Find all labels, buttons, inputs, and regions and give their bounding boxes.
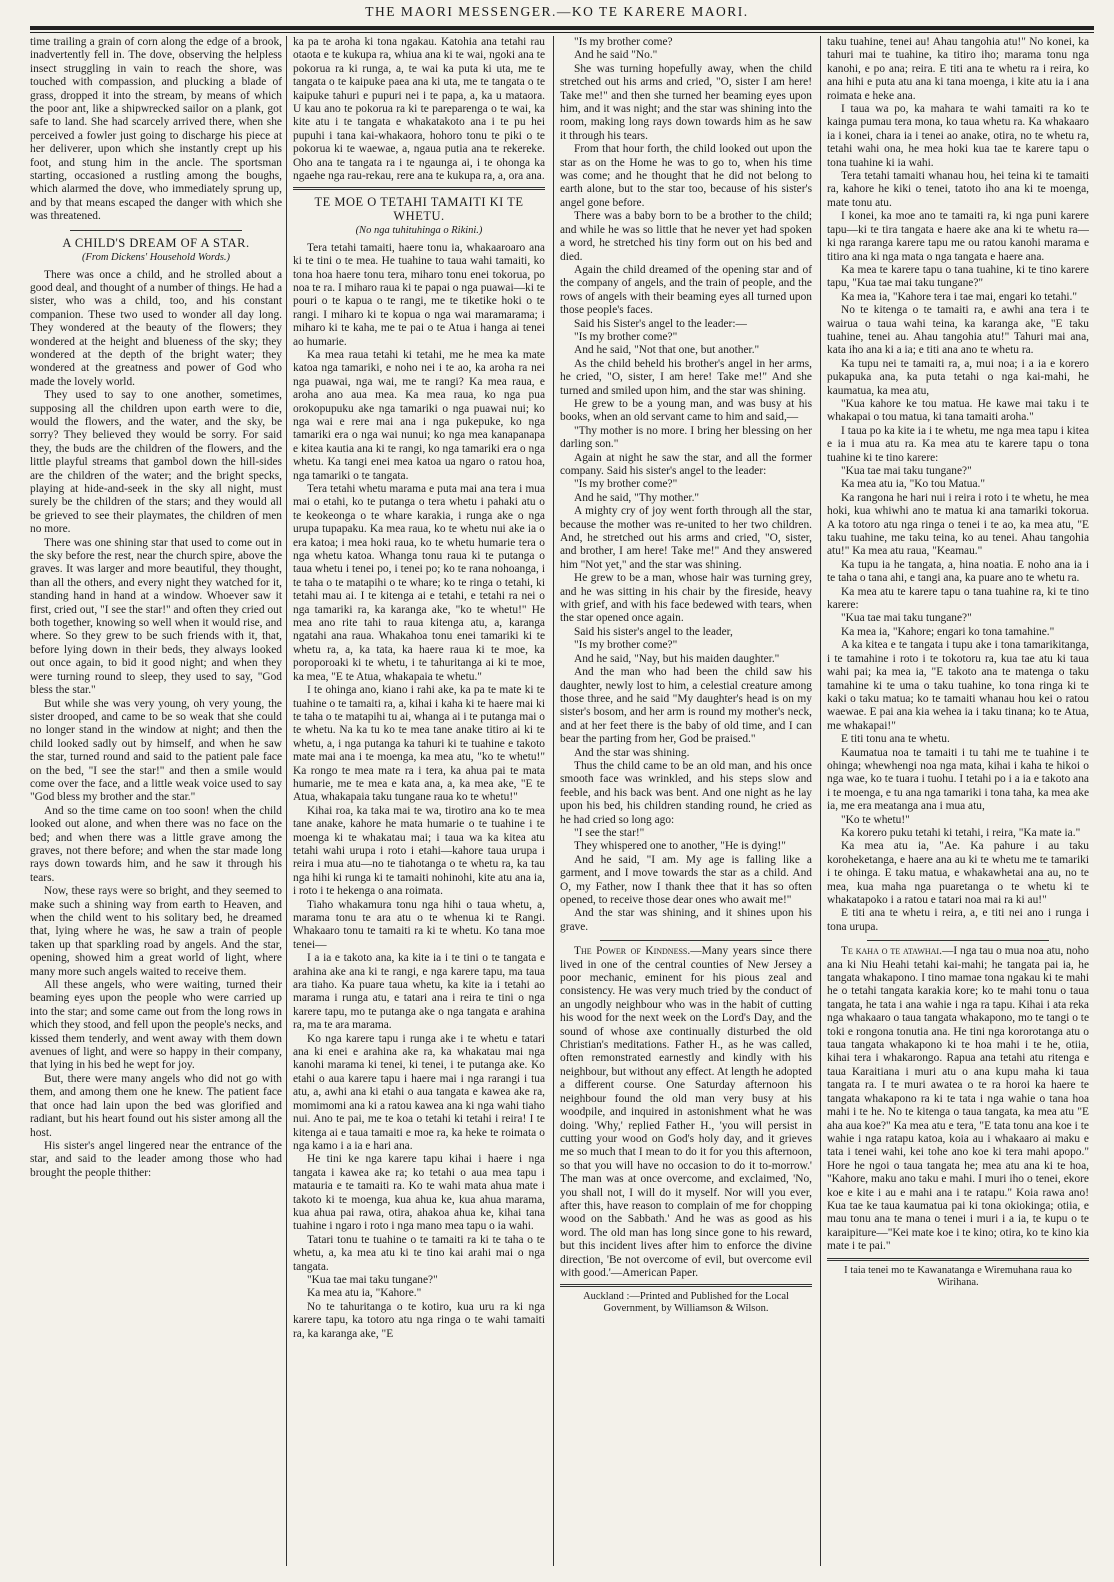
paragraph: I konei, ka moe ano te tamaiti ra, ki nga puni karere tapu—ki te tira tangata e haere ake ana ki te whetu ra—ki nga raranga karere tapu me ou ratou kanohi marama e titiro ana ki nga mata o nga tangata e haere ana. [827,210,1089,263]
column-3 [560,36,812,1566]
paragraph: Ko nga karere tapu i runga ake i te whetu e tatari ana ki enei e arahina ake ra, ka whakatau mai nga kanohi marama ki tenei, ki tenei, i te putanga ake. Ko etahi o aua karere tapu i haere mai i nga rarangi i tua atu, a, awhi ana ki etahi o aua tangata e kawea ake ra, momimomi ana ki a ratou kawea ana ki nga wahi tiaho nui. Ano te pai, me te koa o tetahi ki tetahi i reira! I te kitenga ai e taua tamaiti e moe ra, ka heke te roimata o nga kamo i a ia e hari ana. [293,1032,545,1152]
section-separator [70,230,242,231]
paragraph: And the man who had been the child saw his daughter, newly lost to him, a celestial creature among those three, and he said "My daughter's head is on my sister's bosom, and her arm is round my mother's neck, and at her feet there is the baby of old time, and I can bear the parting from her, God be praised." [560,666,812,746]
section-separator [600,940,772,941]
paragraph: There was one shining star that used to come out in the sky before the rest, near the church spire, above the graves. It was larger and more beautiful, they thought, than all the others, and every night they watched for it, standing hand in hand at a window. Whoever saw it first, cried out, "I see the star!" and often they cried out both together, knowing so well when it would rise, and where. So they grew to be such friends with it, that, before lying down in their beds, they always looked out once again, to bid it good night; and when they were turning round to sleep, they used to say, "God bless the star." [30,536,282,697]
article-title: TE MOE O TETAHI TAMAITI KI TE WHETU. [314,195,524,223]
paragraph: And he said "No." [574,49,658,62]
paragraph: From that hour forth, the child looked out upon the star as on the Home he was to go to, when his time was come; and he thought that he did not belong to earth alone, but to the star too, because of his sister's angel gone before. [560,143,812,209]
paragraph: I a ia e takoto ana, ka kite ia i te tini o te tangata e arahina ake ana ki te rangi, e nga karere tapu, ma taua ara tiaho. Ka puare taua whetu, ka kite ia i tetahi ao marama i runga atu, e tatari ana i reira te tini o nga karere tapu, mo te putanga ake o nga tangata e arahina ra, ma te ara marama. [293,952,545,1032]
paragraph: taku tuahine, tenei au! Ahau tangohia atu!" No konei, ka tahuri mai te tuahine, ka titiro iho; marama tonu nga kanohi, e po ana; reira. E titi ana te whetu ra i reira, ko ana hihi e puta atu ana ki tana moenga, i kite atu ia i ana roimata e heke ana. [827,36,1089,102]
paragraph-heading: The Power of Kindness. [574,945,691,958]
paragraph: A mighty cry of joy went forth through all the star, because the mother was re-united to her two children. And, he stretched out his arms and cried, "O, sister, and brother, I am here! Take me!" And they answered him "Not yet," and the star was shining. [560,505,812,571]
paragraph: "I see the star!" [574,826,645,839]
paragraph: E titi tonu ana te whetu. [841,733,950,746]
paragraph: "Is my brother come? [574,36,673,48]
paragraph: ka pa te aroha ki tona ngakau. Katohia ana tetahi rau otaota e te kukupa ra, whiua ana ki te wai, ngoki ana te pokorua ra ki runga, a, te wai ka puta ki uta, me te tangata o te kaipuke paea ana ki uta, me te tangata o te kaipuke tahuri e pupuri nei i te papa, a, ka u mataora. U kau ano te pokorua ra ki te pareparenga o te wai, ka kite atu i te tangata e whakatakoto ana i te pu hei pupuhi i tana kai-whakaora, hohoro tonu te piki o te pokorua ki te waewae, a, ngaua putia ana te rekereke. Oho ana te tangata ra i te ngaunga ai, i te ohonga ka ngaehe nga rau-rekau, rere ana te kukupa ra, a, ora ana. [293,36,545,183]
paragraph: And he said, "Nay, but his maiden daughter." [574,652,780,665]
paragraph: "Kua kahore ke tou matua. He kawe mai taku i te whakapai o tou matua, ki tana tamaiti aroha." [827,397,1089,424]
paragraph: And he said, "Not that one, but another." [574,344,760,357]
paragraph: time trailing a grain of corn along the edge of a brook, inadvertently fell in. The dove, observing the helpless insect struggling in vain to reach the shore, was touched with compassion, and plucking a blade of grass, dropped it into the stream, by means of which the poor ant, like a shipwrecked sailor on a plank, got safe to land. She had scarcely arrived there, when she perceived a fowler just going to discharge his piece at her deliverer, upon which she instantly crept up his foot, and stung him in the ancle. The sportsman starting, occasioned a rustling among the boughs, which alarmed the dove, who immediately sprung up, and by that means escaped the danger with which she was threatened. [30,36,282,223]
paragraph-body: —Many years since there lived in one of the central counties of New Jersey a poor mechanic, eminent for his pious zeal and consistency. He was very much tried by the conduct of an ungodly neighbour who was in the habit of cutting his wood for the next week on the Lord's Day, and the sound of whose axe continually disturbed the old Christian's meditations. Father H., as he was called, often remonstrated earnestly and kindly with his neighbour, but without any effect. At length he adopted a different course. One Saturday afternoon his neighbour found the old man very busy at his woodpile, and inquired in astonishment what he was doing. 'Why,' replied Father H., 'you will persist in cutting your wood on God's holy day, and it grieves me so much that I mean to do it for you this afternoon, so that you will have no occasion to do it to-morrow.' The man was at once overcome, and exclaimed, 'No, you shall not, I will do it myself. Nor will you ever, after this, have reason to complain of me for chopping wood on the Sabbath.' And he was as good as his word. The old man has long since gone to his reward, but this incident lives after him to enforce the divine direction, 'Be not overcome of evil, but overcome evil with good.'—American Paper. [560,945,812,1279]
paragraph: They whispered one to another, "He is dying!" [574,840,786,853]
paragraph: Ka mea atu ia, "Kahore." [307,1287,422,1300]
paragraph: Ka mea atu ia, "Ko tou Matua." [841,478,986,491]
paragraph: Tera tetahi tamaiti whanau hou, hei teina ki te tamaiti ra, kahore he kiki o tenei, tatoto iho ana ki te moenga, mate tonu atu. [827,170,1089,209]
paragraph: Said his Sister's angel to the leader:— [574,317,747,330]
paragraph: Tera tetahi tamaiti, haere tonu ia, whakaaroaro ana ki te tini o te mea. He tuahine to taua wahi tamaiti, ko tona hoa haere tonu tera, miharo tonu enei tokorua, po noa te ra. I miharo raua ki te papai o nga puawai—ki te pouri o te kapua o te rangi, me te tiketike hoki o te rangi. I miharo ki te kopua o nga wai maramarama; i miharo ki te kaha, me te pai o te Atua i hanga ai tenei ao humarie. [293,241,545,348]
paragraph: His sister's angel lingered near the entrance of the star, and said to the leader among those who had brought the people thither: [30,1139,282,1179]
paragraph: They used to say to one another, sometimes, supposing all the children upon earth were to die, would the flowers, and the water, and the sky, be sorry? They believed they would be sorry. For said they, the buds are the children of the flowers, and the little playful streams that gambol down the hill-sides are the children of the water; and the bright specks, playing at hide-and-seek in the sky all night, must surely be the children of the stars; and they would all be grieved to see their playmates, the children of men no more. [30,389,282,536]
paragraph-body: —I nga tau o mua noa atu, noho ana ki Niu Heahi tetahi kai-mahi; he tangata pai ia, he tangata whakapono. I tino mamae tona ngakau ki te mahi he o tetahi tangata karakia kore; ko te mahi tonu o taua tangata, he tata i ana wahie i nga ra tapu. Kihai i ata reka nga whakaaro o taua tangata whakapono, mo te tangi o te toki e rongona tonutia ana. He tini nga kororotanga atu o taua tangata whakapono ki te hoa mahi i te he, otiia, kihai tera i whakarongo. Rapua ana tetahi atu ritenga e taua Karaitiana i muri atu o ana kupu maha ki taua tangata ra. I te muri awatea o te ra horoi ka haere te tangata whakapono ra ki te tata i nga wahie o tana hoa mahi i te he. No te kitenga o taua tangata, ka mea atu "E aha aua koe?" Ka mea atu e tera, "E tata tonu ana koe i te wahie i nga ratapu katoa, koia au i whakaaro ai maku e tata i tenei wahi, kei tohe ano koe ki tera mahi apopo." Hore he ngoi o taua tangata he; mea atu ana ki te hoa, "Kahore, maku ano taku e mahi. I muri iho o tenei, ekore koe e kite i au e mahi ana i te ratapu." Koia rawa ano! Kua tae ke taua kaumatua pai ki tona okiokinga; otiia, e mau tonu ana te mana o tenei i muri i a ia, te kupu o te karaipiture—"Kei mate koe i te kino; otira, ko te kino kia mate i te pai." [827,945,1089,1253]
column-2 [293,36,545,1566]
paragraph: And so the time came on too soon! when the child looked out alone, and when there was no face on the bed; and when there was a little grave among the graves, not there before; and when the star made long rays down towards him, and he saw it through his tears. [30,804,282,884]
paragraph: No te kitenga o te tamaiti ra, e awhi ana tera i te wairua o taua wahi teina, ka karanga ake, "E taku tuahine, tenei au. Ahau tangohia atu!" Tahuri mai ana, kata iho ana ki a ia; e titi ana ano te whetu ra. [827,304,1089,357]
paragraph: Ka mea te karere tapu o tana tuahine, ki te tino karere tapu, "Kua tae mai taku tungane?" [827,263,1089,290]
paragraph: And the star was shining, and it shines upon his grave. [560,907,812,933]
column-4 [827,36,1089,1566]
paragraph: He grew to be a young man, and was busy at his books, when an old servant came to him and said,— [560,397,812,424]
paragraph: "Ko te whetu!" [841,813,910,826]
paragraph: I taua wa po, ka mahara te wahi tamaiti ra ko te kainga pumau tera mona, ko taua whetu ra. Ka whakaaro ia i konei, chara ia i tenei ao anake, otira, no te whetu ra, tetahi wahi ona, he mea hoki kua tae te karere tapu o tona tuahine ki ia wahi. [827,103,1089,169]
paragraph: Ka mea raua tetahi ki tetahi, me he mea ka mate katoa nga tamariki, e noho nei i te ao, ka aroha ra nei nga puawai, nga wai, me te rangi? Ka mea raua, e aroha ano aua mea. Ka mea raua, ko nga pua orokopupuku ake nga tamariki o nga puawai nui; ko nga wai e rere mai ana i nga pukepuke, ko nga tamariki era o nga wai nunui; ko nga mea kanapanapa e kitea kautia ana ki te rangi, ko nga tamariki era o nga whetu. Ka tangi enei mea katoa ua ngaro o ratou hoa, nga tamariki o te tangata. [293,348,545,482]
paragraph: Again the child dreamed of the opening star and of the company of angels, and the train of people, and the rows of angels with their beaming eyes all turned upon those people's faces. [560,263,812,317]
imprint: Auckland :—Printed and Published for the Local Government, by Williamson & Wilson. [583,1291,789,1315]
paragraph: There was a baby born to be a brother to the child; and while he was so little that he never yet had spoken a word, he stretched his tiny form out on his bed and died. [560,210,812,263]
section-separator [293,187,545,190]
paragraph: He tini ke nga karere tapu kihai i haere i nga tangata i kawea ake ra; ko tetahi o aua mea tapu i matauria e te tamaiti ra. Ko te wahi mata ahua mate i takoto ki te moenga, kua ahua ke, kua ahua marama, kua ahua pai rawa, otira, ahakoa ahua ke, kihai tana tuahine i ngaro i roto i nga mano mea tapu o ia wahi. [293,1153,545,1233]
paragraph: Ka mea atu ia, "Ae. Ka pahure i au taku koroheketanga, e haere ana au ki te whetu me te tamariki i te ohinga. E taku matua, e whakawhetai ana au, no te mea, kua maha nga puaretanga o te whetu ki te whakatapoko i a ratou e tatari noa mai ra ki au!" [827,840,1089,906]
article-subtitle: (From Dickens' Household Words.) [81,252,231,264]
paragraph: She was turning hopefully away, when the child stretched out his arms and cried, "O, sister I am here! Take me!" and then she turned her beaming eyes upon him, and it was night; and the star was shining into the room, making long rays down towards him as he saw it through his tears. [560,62,812,142]
paragraph: I te ohinga ano, kiano i rahi ake, ka pa te mate ki te tuahine o te tamaiti ra, a, kihai i kaha ki te haere mai ki te taha o te matapihi tu ai, whanga ai i te putanga mai o te whetu. Na ka tu ko te mea tane anake titiro ai ki te whetu, a, i nga putanga ka tahuri ki te tuahine e takoto mate mai ana i te moenga, ka mea atu, "ko te whetu!" Ka rongo te mea mate ra i tera, ka ahua pai te mata humarie, me te mea e kata ana, a, ka mea ake, "E te Atua, whakapaia taku tungane raua ko te whetu!" [293,684,545,804]
article-subtitle: (No nga tuhituhinga o Rikini.) [355,225,483,237]
paragraph: Ka tupu ia he tangata, a, hina noatia. E noho ana ia i te taha o tana ahi, e tangi ana, ka puare ano te whetu ra. [827,558,1089,585]
paragraph: There was once a child, and he strolled about a good deal, and thought of a number of things. He had a sister, who was a child, too, and his constant companion. These two used to wonder all day long. They wondered at the beauty of the flowers; they wondered at the height and blueness of the sky; they wondered at the depth of the bright water; they wondered at the greatness and power of God who made the lovely world. [30,268,282,388]
paragraph [560,945,812,1280]
paragraph: E titi ana te whetu i reira, a, e titi nei ano i runga i tona urupa. [827,907,1089,933]
paragraph: Ka mea ia, "Kahore; engari ko tona tamahine." [841,625,1055,638]
paragraph: All these angels, who were waiting, turned their beaming eyes upon the people who were carried up into the star; and some came out from the long rows in which they stood, and fell upon the people's necks, and kissed them tenderly, and went away with them down avenues of light, and were so happy in their company, that lying in his bed he wept for joy. [30,979,282,1072]
paragraph: "Is my brother come?" [574,478,678,491]
column-1 [30,36,282,1566]
paragraph [827,945,1089,1253]
paragraph: Ka korero puku tetahi ki tetahi, i reira, "Ka mate ia." [841,826,1081,839]
paragraph: Ka mea atu te karere tapu o tana tuahine ra, ki te tino karere: [827,585,1089,612]
paragraph: A ka kitea e te tangata i tupu ake i tona tamarikitanga, i te tamahine i roto i te tokotoru ra, kua tae atu ki taua wahi pai; ka mea ia, "E takoto ana te matenga o taku tamahine ki te uma o taku tuahine, ko tona ringa ki te kaki o taku matua; ko te tamaiti whanau hou kei o ratou waewae. E pai ana kia wehea ia i taku tinana; ko te Atua, me whakapai!" [827,639,1089,732]
paragraph: He grew to be a man, whose hair was turning grey, and he was sitting in his chair by the fireside, heavy with grief, and with his face bedewed with tears, when the star opened once again. [560,572,812,625]
paragraph: No te tahuritanga o te kotiro, kua uru ra ki nga karere tapu, ka totoro atu nga ringa o te wahi tamaiti ra, ka karanga ake, "E [293,1300,545,1340]
paragraph: Ka rangona he hari nui i reira i roto i te whetu, he mea hoki, kua whiwhi ano te matua ki ana tamariki tokorua. A ka totoro atu nga ringa o tenei i te ao, ka mea atu, "E taku tuahine, me taku teina, ko au tenei. Ahau tangohia atu!" Ka mea atu raua, "Keamau." [827,491,1089,558]
paragraph: Tera tetahi whetu marama e puta mai ana tera i mua mai o etahi, ko te putanga o tera whetu i pahaki atu o te keokeonga o te whare karakia, i runga ake o nga urupa tupapaku. Ka mea raua, ko te whetu nui ake ia o era katoa; i mea hoki raua, ko te whetu humarie tera o nga whetu katoa. Whanga tonu raua ki te putanga o taua whetu i tenei po, i tenei po; ko te rana nohoanga, i te taha o te matapihi o te whare; ko te ringa o tetahi, ki tetahi mau ai. I te kitenga ai e tetahi, e tetahi ra nei o nga tamariki ra, ka karanga ake, "ko te whetu!" He mea ano rite tahi to raua kitenga atu, a, karanga ngatahi ana raua. Whakahoa tonu enei tamariki ki te whetu ra, a, ka tata, ka haere raua ki te moe, ka poroporoaki ki te whetu, i te tahuritanga ai ki te moe, ka mea, "E te Atua, whakapaia te whetu." [293,483,545,683]
paragraph: And he said, "I am. My age is falling like a garment, and I move towards the star as a child. And O, my Father, now I thank thee that it has so often opened, to receive those dear ones who await me!" [560,853,812,906]
masthead-rule [30,26,1094,30]
paragraph: "Thy mother is no more. I bring her blessing on her darling son." [560,424,812,451]
paragraph: "Kua tae mai taku tungane?" [841,465,972,477]
paragraph: And he said, "Thy mother." [574,491,700,504]
paragraph: As the child beheld his brother's angel in her arms, he cried, "O, sister, I am here! Take me!" And she turned and smiled upon him, and the star was shining. [560,357,812,397]
section-separator [560,1284,812,1287]
masthead-rule-thin [30,32,1094,33]
paragraph: But while she was very young, oh very young, the sister drooped, and came to be so weak that she could no longer stand in the window at night; and then the child looked sadly out by himself, and when he saw the star, turned round and said to the patient pale face on the bed, "I see the star!" and then a smile would come over the face, and a little weak voice used to say "God bless my brother and the star." [30,697,282,804]
paragraph: Thus the child came to be an old man, and his once smooth face was wrinkled, and his steps slow and feeble, and his back was bent. And one night as he lay upon his bed, his children standing round, he cried as he had cried so long ago: [560,759,812,826]
paragraph: Ka mea ia, "Kahore tera i tae mai, engari ko tetahi." [841,290,1078,303]
paragraph: "Kua tae mai taku tungane?" [841,612,972,625]
paragraph: Tatari tonu te tuahine o te tamaiti ra ki te taha o te whetu, a, ka mea atu ki te tino kai arahi mai o nga tangata. [293,1233,545,1273]
section-separator [867,940,1049,941]
paragraph: Ka tupu nei te tamaiti ra, a, mui noa; i a ia e korero pukapuka ana, ka puta tetahi o nga kai-mahi, he kaumatua, ka mea atu, [827,357,1089,397]
paragraph: I taua po ka kite ia i te whetu, me nga mea tapu i kitea e ia i mua atu ra. Ka mea atu te karere tapu o tona tuahine ki te tino karere: [827,424,1089,464]
paragraph: "Kua tae mai taku tungane?" [307,1273,438,1286]
paragraph: Kaumatua noa te tamaiti i tu tahi me te tuahine i te ohinga; whewhengi noa nga mata, kihai i kaha te hikoi o nga wae, ko te tuara i tuohu. I tetahi po i a ia e takoto ana i te moenga, e tu ana nga tamariki i tona taha, ka mea ake ia, me era meatanga ana i mua atu, [827,746,1089,813]
paragraph: "Is my brother come?" [574,639,678,652]
paragraph: Said his sister's angel to the leader, [574,625,733,638]
paragraph-heading: Te kaha o te atawhai. [841,945,942,958]
paragraph: Now, these rays were so bright, and they seemed to make such a shining way from earth to Heaven, and when the child went to his solitary bed, he dreamed that, lying where he was, he saw a train of people taken up that sparkling road by angels. And the star, opening, showed him a great world of light, where many more such angels waited to receive them. [30,885,282,978]
paragraph: Again at night he saw the star, and all the former company. Said his sister's angel to the leader: [560,451,812,477]
article-title: A CHILD'S DREAM OF A STAR. [62,235,250,250]
section-separator [827,1258,1089,1261]
masthead: THE MAORI MESSENGER.—KO TE KARERE MAORI. [365,4,749,19]
paragraph: And the star was shining. [574,746,690,759]
paragraph: But, there were many angels who did not go with them, and among them one he knew. The patient face that once had lain upon the bed was glorified and radiant, but his heart found out his sister among all the host. [30,1072,282,1139]
paragraph: Kihai roa, ka taka mai te wa, tirotiro ana ko te mea tane anake, kahore he mata humarie o te tuahine i te moenga ki te whakatau mai; i taua wa ka kitea atu tetahi wahi urupa i roto i etahi—kahore taua urupa i reira i mua atu—no te tiahotanga o te whetu ra, ka tau nga hihi ki runga ki te tamaiti nohinohi, kite atu ana ia, i roto i te hekenga o ana roimata. [293,804,545,898]
paragraph: "Is my brother come?" [574,330,678,343]
paragraph: Tiaho whakamura tonu nga hihi o taua whetu, a, marama tonu te ara atu o te whenua ki te Rangi. Whakaaro tonu te tamaiti ra ki te whetu. Ko tana moe tenei— [293,898,545,951]
imprint: I taia tenei mo te Kawanatanga e Wiremuhana raua ko Wirihana. [844,1264,1072,1288]
page-columns [30,36,1094,1566]
